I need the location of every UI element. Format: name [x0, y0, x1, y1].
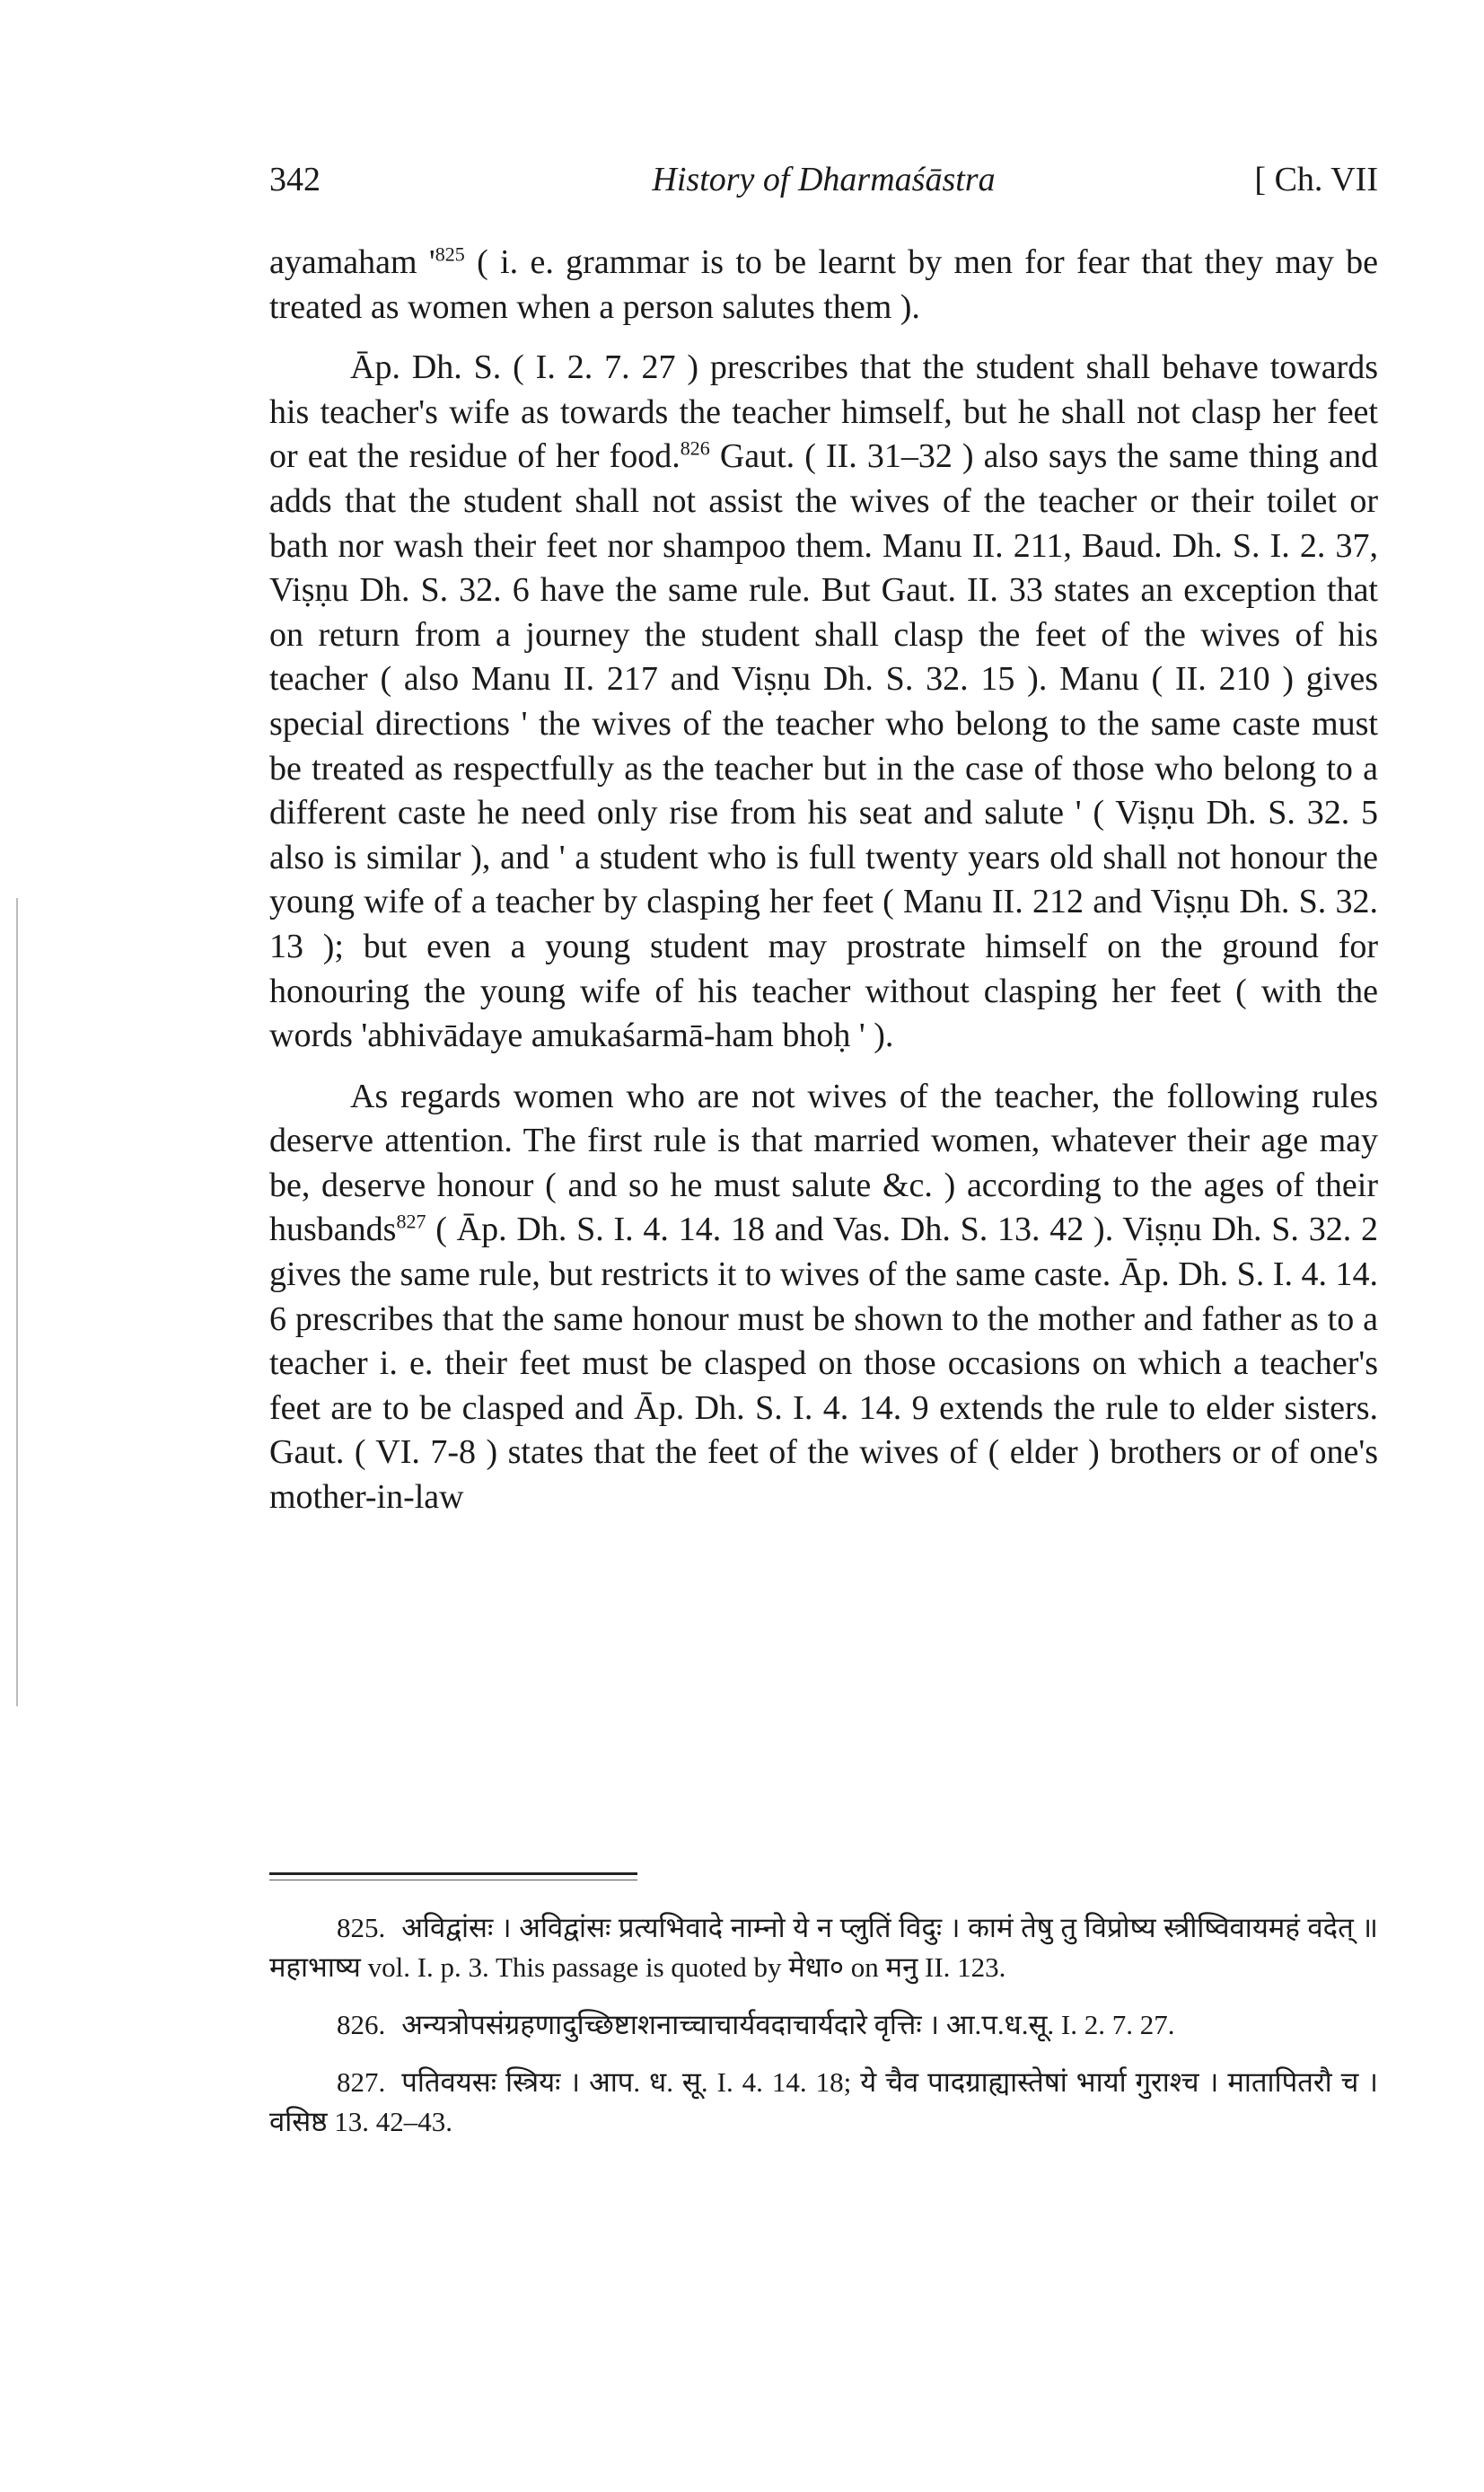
footnote-825: 825. अविद्वांसः । अविद्वांसः प्रत्यभिवादे नाम्नो ये न प्लुतिं विदुः । कामं तेषु तु विप्रोष्य स्त्रीष्विवायमहं वदेत् ॥ महाभाष्य vol. I. p. 3. This passage is quoted by मेधा० on मनु II. 123. [269, 1912, 1378, 1983]
footnote-ref-826: 826 [680, 436, 710, 460]
chapter-label: [ Ch. VII [1254, 161, 1378, 198]
page-number: 342 [269, 161, 321, 198]
scan-margin-line [16, 898, 18, 1706]
footnote-827: 827. पतिवयसः स्त्रियः । आप. ध. सू. I. 4. 14. 18; ये चैव पादग्राह्यास्तेषां भार्या गुराश्च । मातापितरौ च । वसिष्ठ 13. 42–43. [269, 2066, 1378, 2137]
running-header [269, 160, 1378, 205]
footnote-ref-827: 827 [396, 1210, 426, 1233]
paragraph-3: As regards women who are not wives of the teacher, the following rules deserve attention. The first rule is that married women, whatever their age may be, deserve honour ( and so he must salute &c. ) according to the ages of their husbands$^{827}$ ( Āp. Dh. S. I. 4. 14. 18 and Vas. Dh. S. 13. 42 ). Viṣṇu Dh. S. 32. 2 gives the same rule, but restricts it to wives of the same caste. Āp. Dh. S. I. 4. 14. 6 prescribes that the same honour must be shown to the mother and father as to a teacher i. e. their feet must be clasped on those occasions on which a teacher's feet are to be clasped and Āp. Dh. S. I. 4. 14. 9 extends the rule to elder sisters. Gaut. ( VI. 7-8 ) states that the feet of the wives of ( elder ) brothers or of one's mother-in-law [269, 1077, 1378, 1517]
paragraph-1: ayamaham '$^{825}$ ( i. e. grammar is to be learnt by men for fear that they may be treated as women when a person salutes them ). [269, 242, 1378, 326]
footnote-826: 826. अन्यत्रोपसंग्रहणादुच्छिष्टाशनाच्चाचार्यवदाचार्यदारे वृत्तिः । आ.प.ध.सू. I. 2. 7. 27. [337, 2009, 1175, 2040]
footnote-separator [269, 1872, 637, 1875]
footnote-ref-825: 825 [435, 242, 465, 266]
footnotes [269, 1908, 1378, 2160]
running-title: History of Dharmaśāstra [652, 161, 996, 198]
main-text [269, 241, 1378, 1520]
paragraph-2: Āp. Dh. S. ( I. 2. 7. 27 ) prescribes that the student shall behave towards his teacher's wife as towards the teacher himself, but he shall not clasp her feet or eat the residue of her food.$^{826}$ Gaut. ( II. 31–32 ) also says the same thing and adds that the student shall not assist the wives of the teacher or their toilet or bath nor wash their feet nor shampoo them. Manu II. 211, Baud. Dh. S. I. 2. 37, Viṣṇu Dh. S. 32. 6 have the same rule. But Gaut. II. 33 states an exception that on return from a journey the student shall clasp the feet of the wives of his teacher ( also Manu II. 217 and Viṣṇu Dh. S. 32. 15 ). Manu ( II. 210 ) gives special directions ' the wives of the teacher who belong to the same caste must be treated as respectfully as the teacher but in the case of those who belong to a different caste he need only rise from his seat and salute ' ( Viṣṇu Dh. S. 32. 5 also is similar ), and ' a student who is full twenty years old shall not honour the young wife of a teacher by clasping her feet ( Manu II. 212 and Viṣṇu Dh. S. 32. 13 ); but even a young student may prostrate himself on the ground for honouring the young wife of his teacher without clasping her feet ( with the words 'abhivādaye amukaśarmā-ham bhoḥ ' ). [269, 348, 1378, 1055]
